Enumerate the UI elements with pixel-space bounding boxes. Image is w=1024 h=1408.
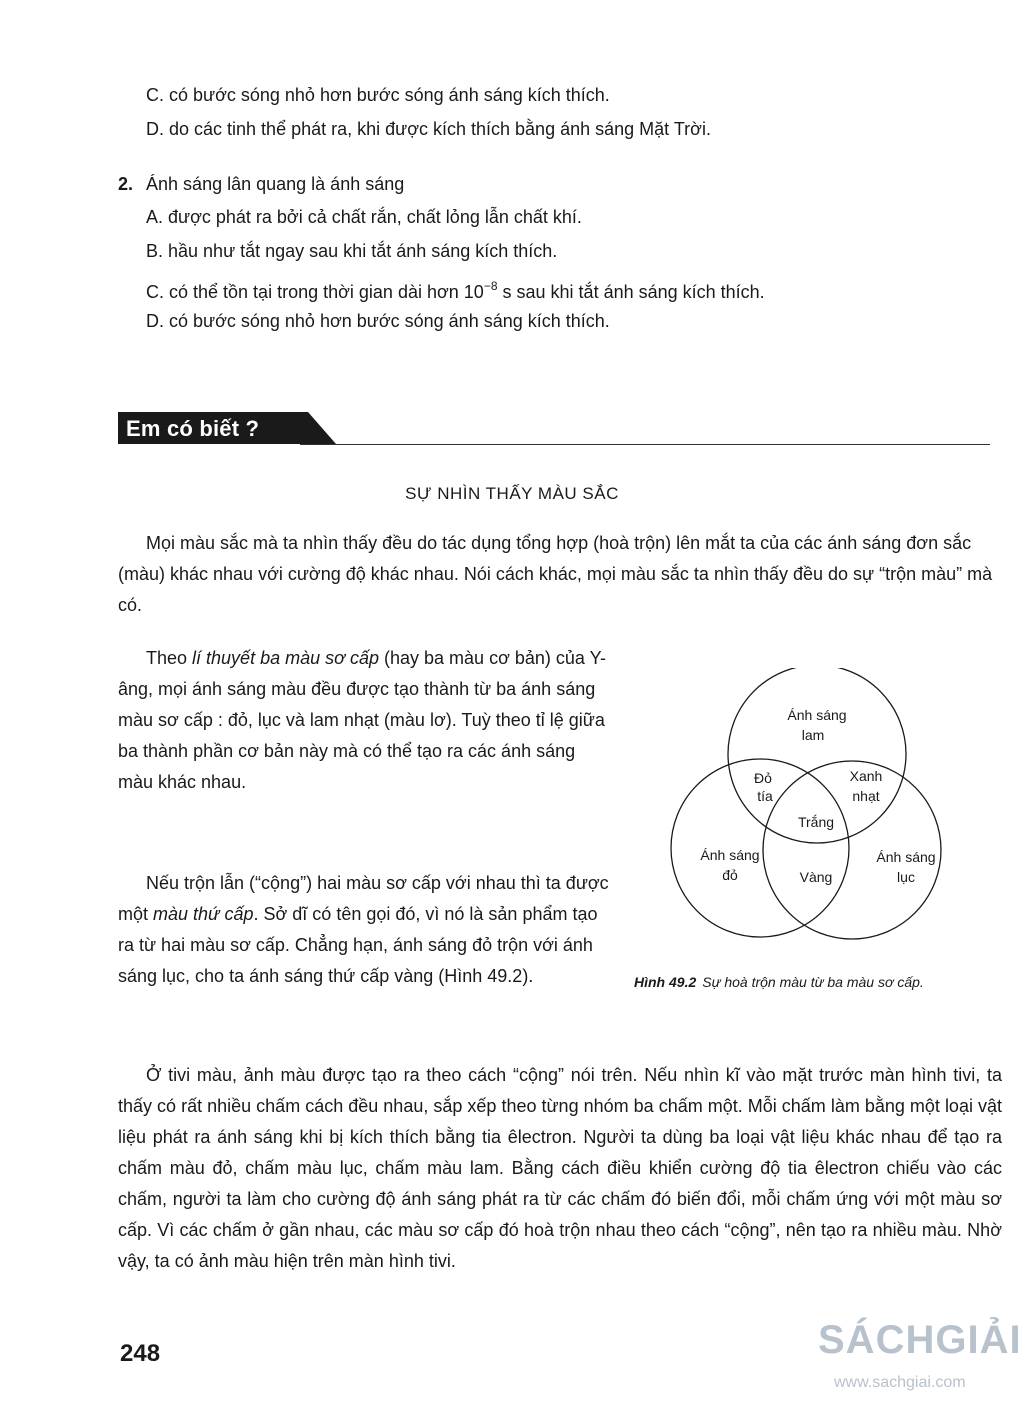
paragraph-2-text: Theo <box>146 648 193 668</box>
label-blue-line2: lam <box>801 727 825 743</box>
section-heading: SỰ NHÌN THẤY MÀU SẮC <box>405 484 619 503</box>
question2-text: Ánh sáng lân quang là ánh sáng <box>146 174 405 194</box>
venn-diagram <box>660 668 960 968</box>
section-tab-label: Em có biết ? <box>126 416 260 441</box>
label-magenta-line1: Đỏ <box>754 770 772 786</box>
question2-stem <box>118 173 404 195</box>
option-c-text: C. có thể tồn tại trong thời gian dài hơn 10 <box>146 282 484 302</box>
question1-option-d: D. do các tinh thể phát ra, khi được kích thích bằng ánh sáng Mặt Trời. <box>146 119 711 139</box>
label-cyan-line1: Xanh <box>849 768 883 784</box>
label-green-line2: lục <box>897 869 915 885</box>
label-blue-line1: Ánh sáng <box>787 707 847 723</box>
figure-number: Hình 49.2 <box>634 974 697 990</box>
label-magenta-line2: tía <box>757 788 773 804</box>
label-yellow: Vàng <box>799 869 833 885</box>
figure-caption-text: Sự hoà trộn màu từ ba màu sơ cấp. <box>702 974 924 990</box>
paragraph-1: Mọi màu sắc mà ta nhìn thấy đều do tác dụng tổng hợp (hoà trộn) lên mắt ta của các ánh sáng đơn sắc (màu) khác nhau với cường độ khác nhau. Nói cách khác, mọi màu sắc ta nhìn thấy đều do sự “trộn màu” mà có. <box>118 533 993 615</box>
paragraph-3-text: Nếu trộn lẫn (“cộng”) hai màu sơ cấp với nhau thì ta được một <box>118 873 609 924</box>
paragraph-3-term: màu thứ cấp <box>153 904 254 924</box>
paragraph-2 <box>118 643 610 798</box>
question2-option-b: B. hầu như tắt ngay sau khi tắt ánh sáng kích thích. <box>146 241 558 261</box>
watermark-url: www.sachgiai.com <box>834 1374 966 1391</box>
paragraph-3-text-after: . Sở dĩ có tên gọi đó, vì nó là sản phẩm tạo ra từ hai màu sơ cấp. Chẳng hạn, ánh sáng đỏ trộn với ánh sáng lục, cho ta ánh sáng thứ cấp vàng (Hình 49.2). <box>118 904 598 986</box>
section-divider <box>300 444 990 445</box>
page-number: 248 <box>120 1340 161 1367</box>
question1-option-c: C. có bước sóng nhỏ hơn bước sóng ánh sáng kích thích. <box>146 85 610 105</box>
paragraph-3 <box>118 868 610 992</box>
question2-option-d: D. có bước sóng nhỏ hơn bước sóng ánh sáng kích thích. <box>146 311 610 331</box>
option-c-text-after: s sau khi tắt ánh sáng kích thích. <box>497 282 765 302</box>
label-green-line1: Ánh sáng <box>876 849 936 865</box>
section-tab <box>118 412 348 448</box>
paragraph-2-term: lí thuyết ba màu sơ cấp <box>192 648 380 668</box>
question2-number: 2. <box>118 174 134 194</box>
figure-caption <box>634 974 924 990</box>
paragraph-2-text-after: (hay ba màu cơ bản) của Y-âng, mọi ánh sáng màu đều được tạo thành từ ba ánh sáng màu sơ cấp : đỏ, lục và lam nhạt (màu lơ). Tuỳ theo tỉ lệ giữa ba thành phần cơ bản này mà có thể tạo ra các ánh sáng màu khác nhau. <box>118 648 606 792</box>
option-c-exponent: −8 <box>483 279 498 293</box>
question2-option-c <box>146 275 765 303</box>
label-red-line1: Ánh sáng <box>700 847 760 863</box>
paragraph-4: Ở tivi màu, ảnh màu được tạo ra theo cách “cộng” nói trên. Nếu nhìn kĩ vào mặt trước màn hình tivi, ta thấy có rất nhiều chấm cách đều nhau, sắp xếp theo từng nhóm ba chấm một. Mỗi chấm làm bằng một loại vật liệu phát ra ánh sáng khi bị kích thích bằng tia êlectron. Người ta dùng ba loại vật liệu khác nhau để tạo ra chấm màu đỏ, chấm màu lục, chấm màu lam. Bằng cách điều khiển cường độ tia êlectron chiếu vào các chấm, người ta làm cho cường độ ánh sáng phát ra từ các chấm đó biến đổi, mỗi chấm ứng với một màu sơ cấp. Vì các chấm ở gần nhau, các màu sơ cấp đó hoà trộn nhau theo cách “cộng”, nên tạo ra nhiều màu. Nhờ vậy, ta có ảnh màu hiện trên màn hình tivi. <box>118 1065 1002 1271</box>
watermark-logo: SÁCHGIẢI <box>818 1318 1022 1362</box>
question2-option-a: A. được phát ra bởi cả chất rắn, chất lỏng lẫn chất khí. <box>146 207 582 227</box>
label-red-line2: đỏ <box>722 867 738 883</box>
label-cyan-line2: nhạt <box>852 788 880 804</box>
label-white: Trắng <box>797 814 835 830</box>
